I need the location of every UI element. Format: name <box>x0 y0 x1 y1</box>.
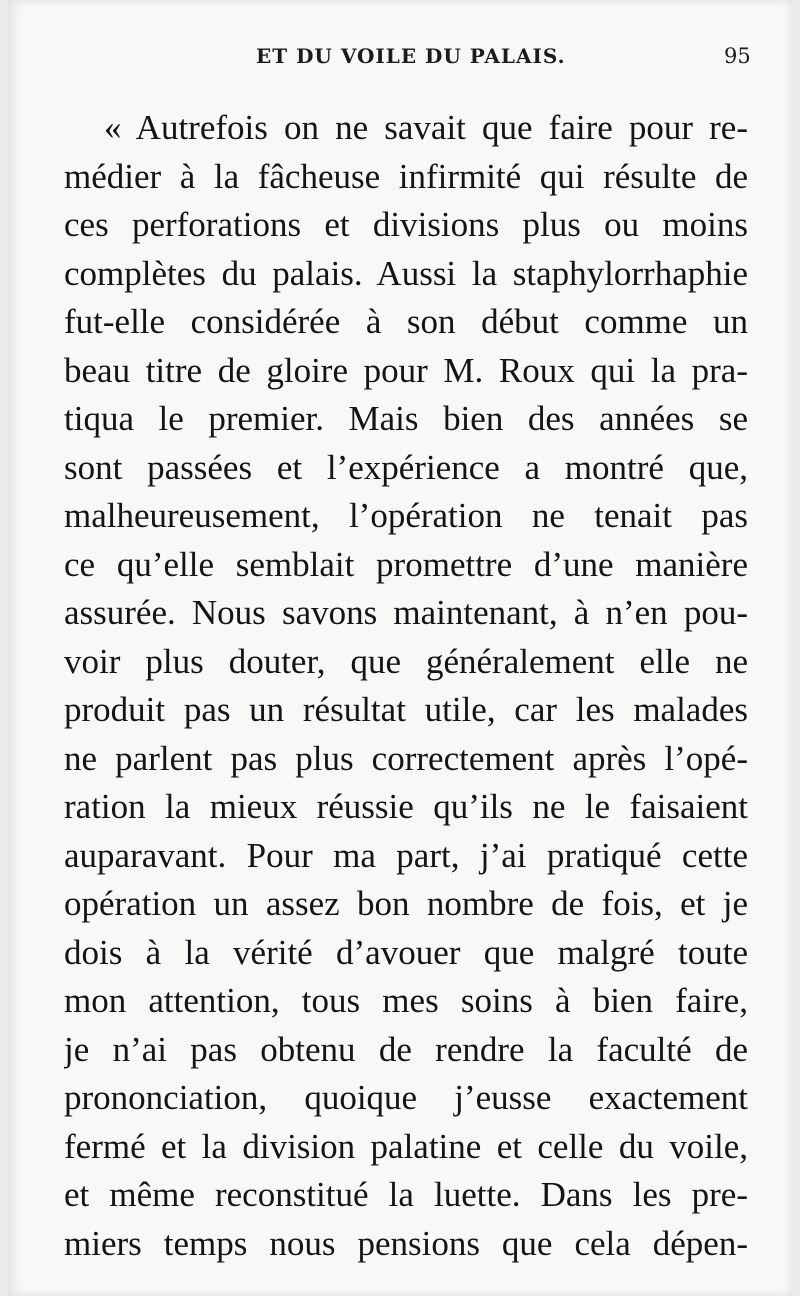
text-line: sont passées et l’expérience a montré que, <box>64 447 748 487</box>
text-line: produit pas un résultat utile, car les malades <box>64 690 748 729</box>
text-line: dois à la vérité d’avouer que malgré toute <box>64 932 748 972</box>
text-line: ration la mieux réussie qu’ils ne le faisaient <box>64 787 748 826</box>
text-line: « Autrefois on ne savait que faire pour re- <box>104 108 748 147</box>
text-line: opération un assez bon nombre de fois, et je <box>64 884 748 923</box>
text-line: je n’ai pas obtenu de rendre la faculté de <box>64 1029 748 1069</box>
text-line: assurée. Nous savons maintenant, à n’en pou- <box>64 593 748 632</box>
running-header <box>0 44 800 78</box>
body-text <box>64 104 748 1268</box>
text-line: auparavant. Pour ma part, j’ai pratiqué cette <box>64 835 748 875</box>
text-line: miers temps nous pensions que cela dépen- <box>64 1223 748 1263</box>
text-line: fut-elle considérée à son début comme un <box>64 302 748 341</box>
running-title: ET DU VOILE DU PALAIS. <box>256 44 566 68</box>
text-line: ne parlent pas plus correctement après l’opé- <box>64 738 748 778</box>
text-line: ce qu’elle semblait promettre d’une manière <box>64 544 748 584</box>
text-line: beau titre de gloire pour M. Roux qui la pra- <box>64 350 748 390</box>
text-line: ces perforations et divisions plus ou moins <box>64 205 748 244</box>
text-line: fermé et la division palatine et celle du voile, <box>64 1126 748 1166</box>
text-line: médier à la fâcheuse infirmité qui résulte de <box>64 156 748 196</box>
text-line: prononciation, quoique j’eusse exactement <box>64 1078 748 1117</box>
page-number: 95 <box>724 44 751 68</box>
text-line: voir plus douter, que généralement elle ne <box>64 641 748 681</box>
text-line: tiqua le premier. Mais bien des années se <box>64 399 748 438</box>
text-line: complètes du palais. Aussi la staphylorrhaphie <box>64 253 748 293</box>
text-line: malheureusement, l’opération ne tenait pas <box>64 496 748 535</box>
text-line: mon attention, tous mes soins à bien faire, <box>64 981 748 1020</box>
text-line: et même reconstitué la luette. Dans les pre- <box>64 1175 748 1214</box>
